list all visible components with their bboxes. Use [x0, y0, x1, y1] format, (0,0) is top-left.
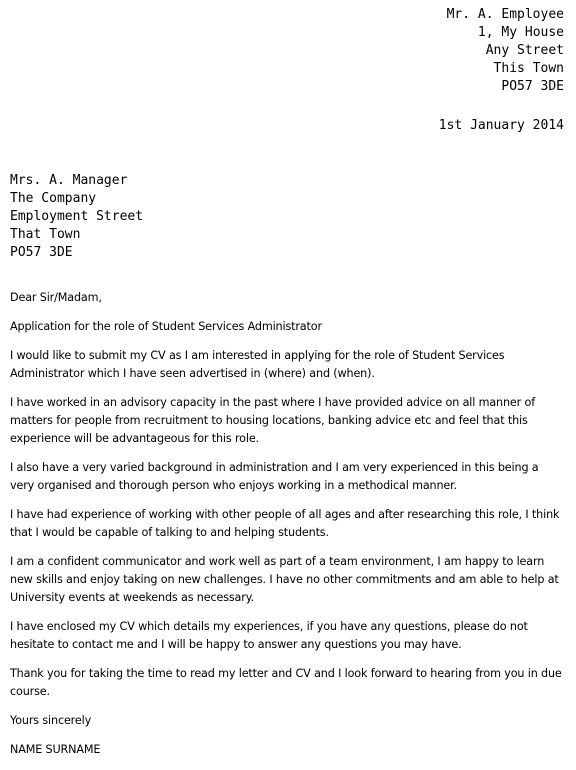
sender-address [447, 6, 564, 96]
recipient-address-line: That Town [10, 227, 81, 242]
recipient-address-line: The Company [10, 191, 97, 206]
body-paragraph: Thank you for taking the time to read my letter and CV and I look forward to hearing from you in due course. [10, 667, 562, 698]
closing: Yours sincerely [10, 714, 92, 727]
sender-name: Mr. A. Employee [446, 7, 564, 22]
letter-date: 1st January 2014 [438, 118, 564, 133]
recipient-address-line: Employment Street [10, 209, 144, 224]
subject-line: Application for the role of Student Services Administrator [10, 320, 322, 333]
recipient-postcode: PO57 3DE [10, 245, 73, 260]
body-paragraph: I would like to submit my CV as I am interested in applying for the role of Student Services Administrator which I have seen advertised in (where) and (when). [10, 349, 505, 380]
sender-address-line: Any Street [485, 43, 564, 58]
body-paragraph: I also have a very varied background in administration and I am very experienced in this being a very organised and thorough person who enjoys working in a methodical manner. [10, 461, 539, 492]
sender-postcode: PO57 3DE [501, 79, 564, 94]
salutation: Dear Sir/Madam, [10, 291, 102, 304]
recipient-address [10, 172, 143, 262]
body-paragraph: I have had experience of working with other people of all ages and after researching this role, I think that I would be capable of talking to and helping students. [10, 508, 560, 539]
body-paragraph: I am a confident communicator and work well as part of a team environment, I am happy to learn new skills and enjoy taking on new challenges. I have no other commitments and am able to help at University events at weekends as necessary. [10, 555, 559, 604]
sender-address-line: 1, My House [477, 25, 564, 40]
letter-body [10, 289, 566, 770]
sender-address-line: This Town [493, 61, 564, 76]
recipient-name: Mrs. A. Manager [10, 173, 128, 188]
body-paragraph: I have worked in an advisory capacity in the past where I have provided advice on all manner of matters for people from recruitment to housing locations, banking advice etc and feel that this experience will be advantageous for this role. [10, 396, 536, 445]
signature: NAME SURNAME [10, 743, 101, 756]
body-paragraph: I have enclosed my CV which details my experiences, if you have any questions, please do not hesitate to contact me and I will be happy to answer any questions you may have. [10, 620, 528, 651]
